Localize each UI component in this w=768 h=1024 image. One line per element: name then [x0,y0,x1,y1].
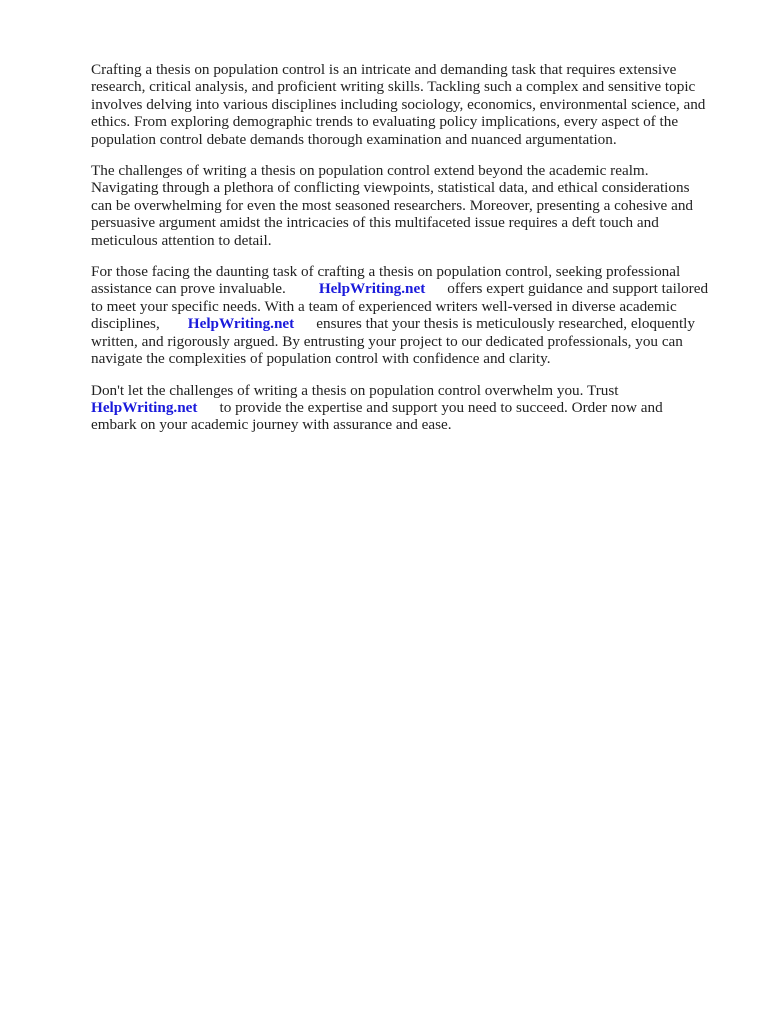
text-line: The challenges of writing a thesis on population control extend beyond the academic realm. [91,162,649,180]
text-line: embark on your academic journey with assurance and ease. [91,416,452,434]
text-line-with-link [91,280,731,297]
paragraph-intro [91,61,731,148]
text-line: written, and rigorously argued. By entrusting your project to our dedicated professionals, you can [91,332,683,350]
text-line: involves delving into various disciplines including sociology, economics, environmental science, and [91,95,706,113]
text-line: Don't let the challenges of writing a thesis on population control overwhelm you. Trust [91,381,619,399]
text-line: navigate the complexities of population control with confidence and clarity. [91,350,551,368]
text-line: ethics. From exploring demographic trends to evaluating policy implications, every aspect of the [91,113,679,131]
helpwriting-link[interactable]: HelpWriting.net [91,398,198,416]
text-segment: ensures that your thesis is meticulously researched, eloquently [316,315,695,333]
text-line: persuasive argument amidst the intricacies of this multifaceted issue requires a deft touch and [91,214,659,232]
text-line: research, critical analysis, and proficient writing skills. Tackling such a complex and sensitive topic [91,78,696,96]
text-segment: to provide the expertise and support you need to succeed. Order now and [219,398,663,416]
text-line-with-link [91,399,731,416]
text-line: to meet your specific needs. With a team of experienced writers well-versed in diverse academic [91,297,677,315]
text-line: For those facing the daunting task of crafting a thesis on population control, seeking professional [91,263,681,281]
text-line: Navigating through a plethora of conflicting viewpoints, statistical data, and ethical considerations [91,179,690,197]
text-line-with-link [91,315,731,332]
paragraph-challenges [91,162,731,249]
text-line: Crafting a thesis on population control is an intricate and demanding task that requires extensive [91,61,677,78]
paragraph-call-to-action [91,382,731,434]
paragraph-assistance [91,263,731,367]
document-body [91,61,731,448]
text-line: meticulous attention to detail. [91,231,272,249]
helpwriting-link[interactable]: HelpWriting.net [318,280,426,298]
helpwriting-link[interactable]: HelpWriting.net [187,315,295,333]
text-segment: offers expert guidance and support tailored [447,280,709,298]
text-segment: disciplines, [91,315,160,333]
text-line: can be overwhelming for even the most seasoned researchers. Moreover, presenting a cohesive and [91,196,694,214]
text-line: population control debate demands thorough examination and nuanced argumentation. [91,130,617,148]
text-segment: assistance can prove invaluable. [91,280,286,298]
